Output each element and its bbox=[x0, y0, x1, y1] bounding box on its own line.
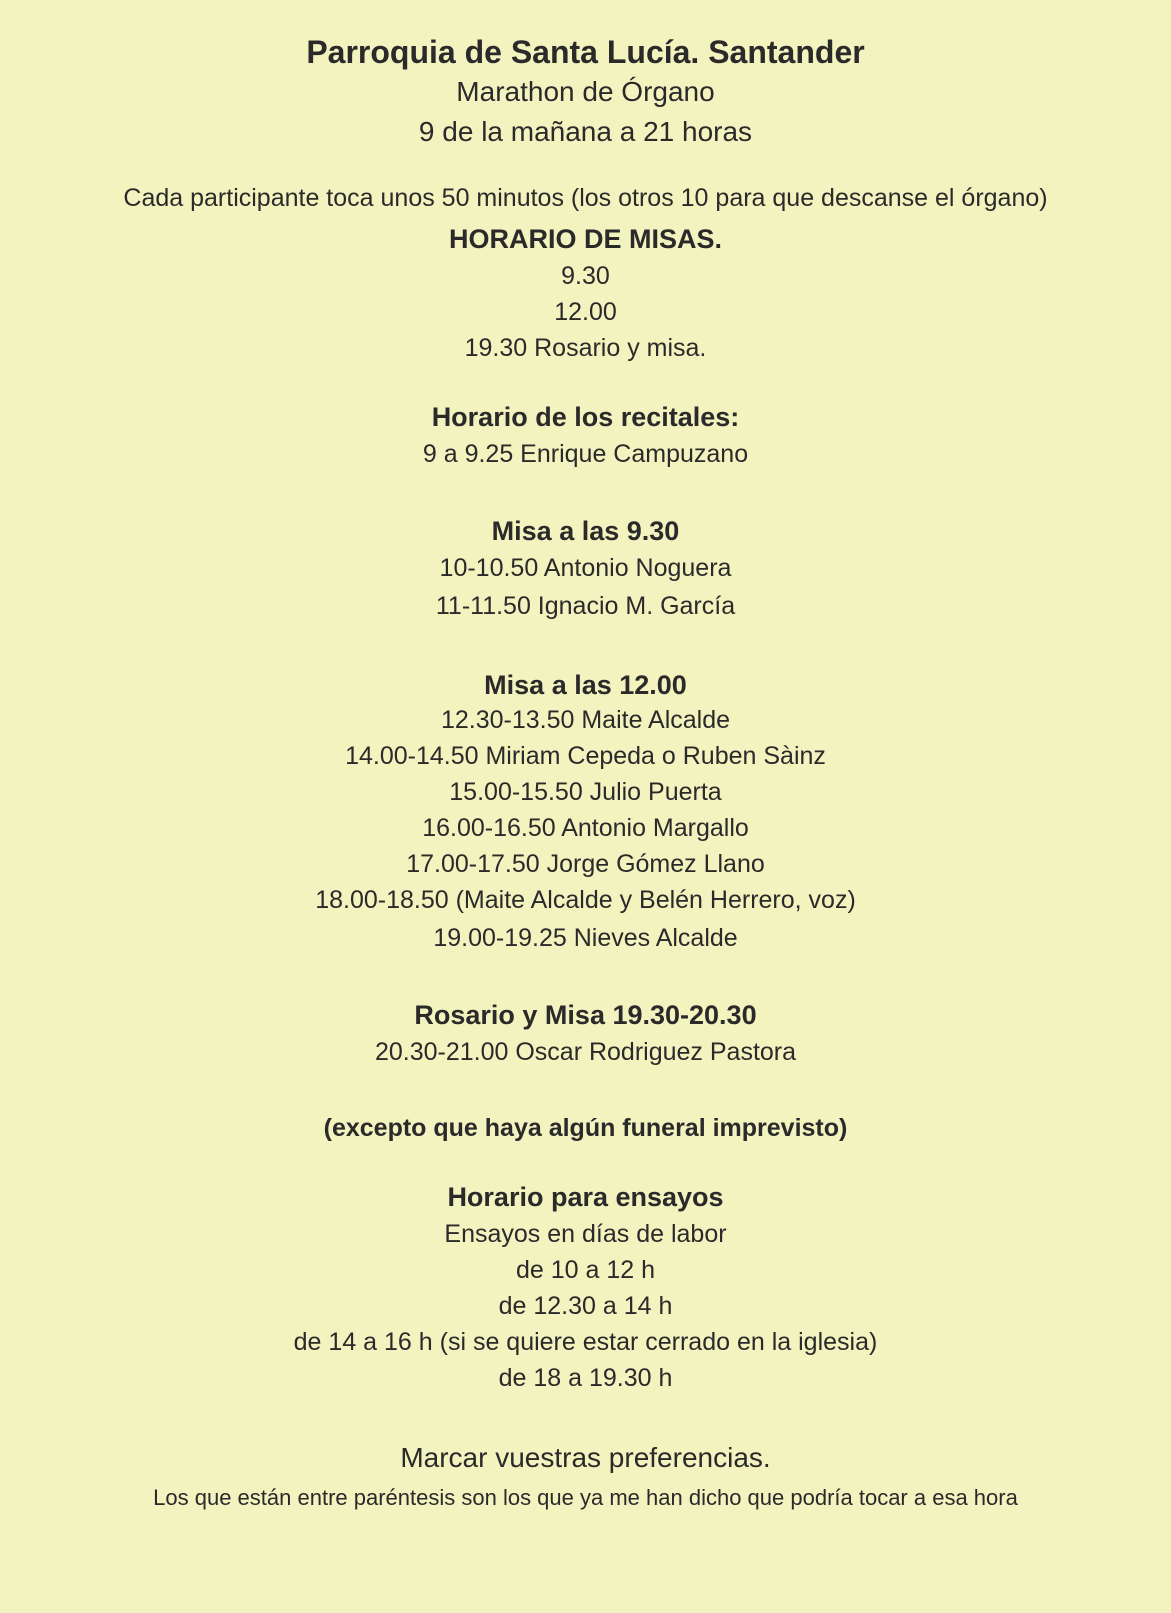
event-hours: 9 de la mañana a 21 horas bbox=[418, 116, 753, 147]
recital-item: 10-10.50 Antonio Noguera bbox=[439, 554, 732, 582]
participant-note: Cada participante toca unos 50 minutos (los otros 10 para que descanse el órgano) bbox=[123, 184, 1048, 212]
recital-item: 18.00-18.50 (Maite Alcalde y Belén Herrero, voz) bbox=[315, 886, 856, 914]
preferences-cta: Marcar vuestras preferencias. bbox=[400, 1442, 771, 1473]
ensayo-item: de 12.30 a 14 h bbox=[498, 1292, 673, 1320]
subtitle: Marathon de Órgano bbox=[456, 76, 715, 107]
rosario-heading: Rosario y Misa 19.30-20.30 bbox=[414, 1000, 757, 1030]
ensayo-item: de 18 a 19.30 h bbox=[498, 1364, 673, 1392]
misa-time: 9.30 bbox=[561, 262, 610, 290]
ensayos-subheading: Ensayos en días de labor bbox=[444, 1220, 727, 1248]
exception-note: (excepto que haya algún funeral imprevisto) bbox=[323, 1114, 848, 1142]
recital-item: 12.30-13.50 Maite Alcalde bbox=[440, 706, 731, 734]
recital-item: 11-11.50 Ignacio M. García bbox=[435, 592, 736, 620]
footer-note: Los que están entre paréntesis son los que ya me han dicho que podría tocar a esa hora bbox=[153, 1485, 1018, 1510]
recital-item: 9 a 9.25 Enrique Campuzano bbox=[422, 440, 749, 468]
misa-time: 12.00 bbox=[554, 298, 617, 326]
misas-heading: HORARIO DE MISAS. bbox=[448, 224, 723, 254]
recital-item: 15.00-15.50 Julio Puerta bbox=[449, 778, 722, 806]
recital-item: 17.00-17.50 Jorge Gómez Llano bbox=[406, 850, 765, 878]
recital-item: 19.00-19.25 Nieves Alcalde bbox=[433, 924, 738, 952]
misa-930-heading: Misa a las 9.30 bbox=[491, 516, 680, 546]
ensayo-item: de 10 a 12 h bbox=[515, 1256, 655, 1284]
recital-item: 14.00-14.50 Miriam Cepeda o Ruben Sàinz bbox=[345, 742, 826, 770]
recitales-heading: Horario de los recitales: bbox=[431, 402, 740, 432]
recital-item: 16.00-16.50 Antonio Margallo bbox=[422, 814, 749, 842]
document-title: Parroquia de Santa Lucía. Santander bbox=[306, 34, 865, 70]
ensayo-item: de 14 a 16 h (si se quiere estar cerrado en la iglesia) bbox=[293, 1328, 878, 1356]
ensayos-heading: Horario para ensayos bbox=[447, 1182, 724, 1212]
misa-1200-heading: Misa a las 12.00 bbox=[484, 670, 687, 700]
recital-item: 20.30-21.00 Oscar Rodriguez Pastora bbox=[374, 1038, 797, 1066]
misa-time: 19.30 Rosario y misa. bbox=[464, 334, 707, 362]
